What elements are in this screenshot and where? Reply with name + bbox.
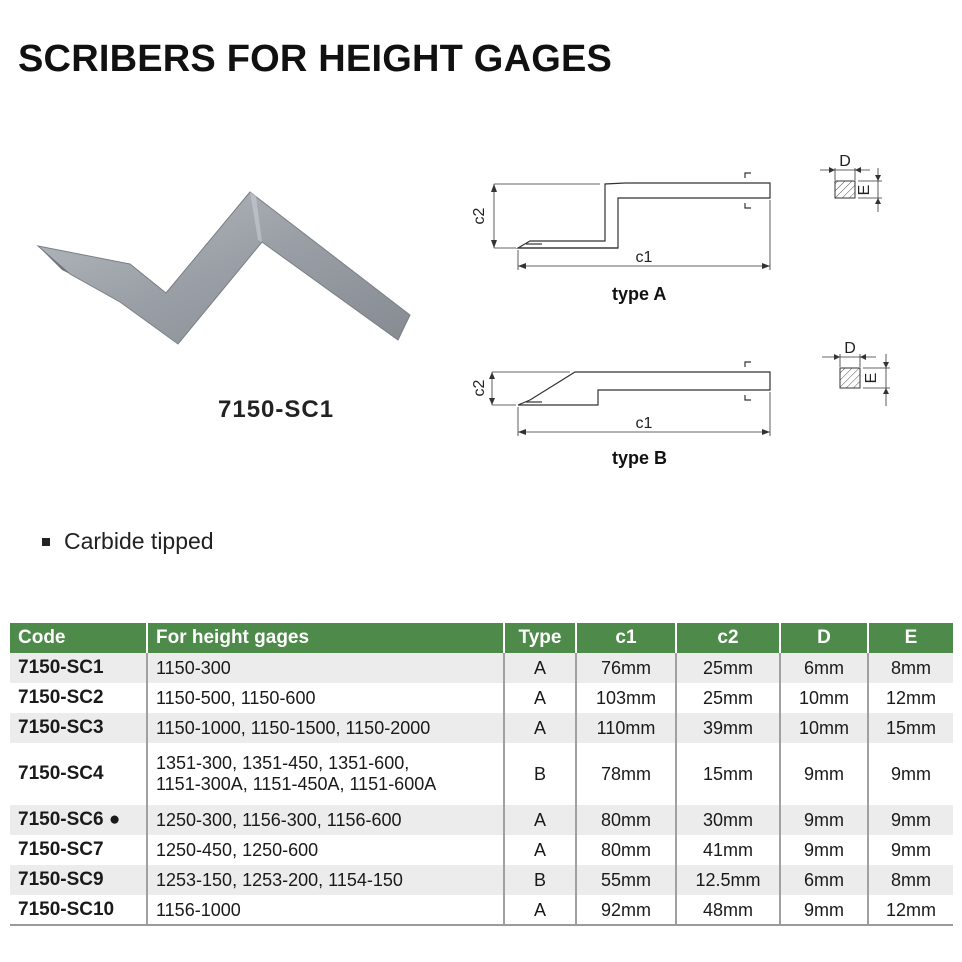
c1-cell: 76mm xyxy=(576,653,676,683)
c2-cell: 25mm xyxy=(676,653,780,683)
page-title: SCRIBERS FOR HEIGHT GAGES xyxy=(18,38,613,80)
code-cell: 7150-SC2 xyxy=(10,683,147,713)
type-b-cross-section xyxy=(812,330,902,410)
gages-cell: 1156-1000 xyxy=(147,895,504,925)
code-cell: 7150-SC7 xyxy=(10,835,147,865)
code-cell: 7150-SC1 xyxy=(10,653,147,683)
gages-cell: 1253-150, 1253-200, 1154-150 xyxy=(147,865,504,895)
column-header-code: Code xyxy=(10,623,147,653)
gages-cell: 1150-1000, 1150-1500, 1150-2000 xyxy=(147,713,504,743)
column-header-c1: c1 xyxy=(576,623,676,653)
bullet-icon xyxy=(42,538,50,546)
d-cell: 9mm xyxy=(780,835,868,865)
gages-cell: 1250-300, 1156-300, 1156-600 xyxy=(147,805,504,835)
feature-note xyxy=(42,528,214,555)
type-cell: A xyxy=(504,805,576,835)
e-dimension-label: E xyxy=(863,372,880,384)
c1-cell: 78mm xyxy=(576,743,676,805)
specs-table xyxy=(10,623,953,925)
type-cell: A xyxy=(504,683,576,713)
c1-cell: 55mm xyxy=(576,865,676,895)
table-row xyxy=(10,865,953,895)
e-cell: 9mm xyxy=(891,763,931,784)
gages-line: 1151-300A, 1151-450A, 1151-600A xyxy=(156,774,437,794)
e-cell: 8mm xyxy=(868,653,953,683)
c2-dimension-label: c2 xyxy=(471,379,488,397)
table-row xyxy=(10,683,953,713)
scriber-product-image xyxy=(30,180,420,350)
c1-dimension-label: c1 xyxy=(635,415,653,432)
d-cell: 6mm xyxy=(780,865,868,895)
type-cell: B xyxy=(504,865,576,895)
code-cell: 7150-SC9 xyxy=(10,865,147,895)
code-cell: 7150-SC4 xyxy=(10,743,147,805)
d-cell: 9mm xyxy=(780,743,868,805)
gages-cell xyxy=(147,743,504,805)
e-cell: 12mm xyxy=(885,899,936,920)
table-header-row xyxy=(10,623,953,653)
type-cell: A xyxy=(504,713,576,743)
product-code-label: 7150-SC1 xyxy=(218,396,335,423)
table-row xyxy=(10,713,953,743)
c2-cell: 12.5mm xyxy=(676,865,780,895)
d-cell: 9mm xyxy=(780,895,868,925)
type-a-label: type A xyxy=(612,284,667,304)
c1-cell: 110mm xyxy=(576,713,676,743)
code-cell: 7150-SC6 ● xyxy=(10,805,147,835)
table-row xyxy=(10,835,953,865)
column-header-e: E xyxy=(868,623,953,653)
c1-dimension-label: c1 xyxy=(635,249,653,266)
c2-cell: 25mm xyxy=(676,683,780,713)
c2-cell: 39mm xyxy=(676,713,780,743)
c1-cell: 80mm xyxy=(576,835,676,865)
e-cell: 8mm xyxy=(868,865,953,895)
d-dimension-label: D xyxy=(839,153,851,170)
gages-cell: 1250-450, 1250-600 xyxy=(147,835,504,865)
c1-cell: 92mm xyxy=(576,895,676,925)
type-cell: A xyxy=(504,895,576,925)
type-a-cross-section xyxy=(812,150,892,220)
c2-cell: 41mm xyxy=(676,835,780,865)
c2-cell: 30mm xyxy=(676,805,780,835)
column-header-gages: For height gages xyxy=(147,623,504,653)
e-cell: 15mm xyxy=(868,713,953,743)
d-dimension-label: D xyxy=(844,340,856,357)
type-cell: A xyxy=(504,653,576,683)
table-row xyxy=(10,743,953,805)
d-cell: 10mm xyxy=(780,683,868,713)
c1-cell: 103mm xyxy=(576,683,676,713)
table-row xyxy=(10,805,953,835)
table-row xyxy=(10,653,953,683)
c2-dimension-label: c2 xyxy=(471,207,488,225)
column-header-d: D xyxy=(780,623,868,653)
d-cell: 6mm xyxy=(780,653,868,683)
type-b-label: type B xyxy=(612,448,668,468)
e-cell: 9mm xyxy=(891,839,931,860)
e-cell: 12mm xyxy=(885,687,936,708)
gages-cell: 1150-300 xyxy=(147,653,504,683)
column-header-c2: c2 xyxy=(676,623,780,653)
c2-cell: 15mm xyxy=(676,743,780,805)
code-cell: 7150-SC10 xyxy=(10,895,147,925)
gages-cell: 1150-500, 1150-600 xyxy=(147,683,504,713)
type-cell: A xyxy=(504,835,576,865)
gages-line: 1351-300, 1351-450, 1351-600, xyxy=(156,753,410,773)
type-cell: B xyxy=(504,743,576,805)
d-cell: 9mm xyxy=(780,805,868,835)
d-cell: 10mm xyxy=(780,713,868,743)
e-cell: 9mm xyxy=(868,805,953,835)
table-bottom-rule xyxy=(10,924,953,926)
e-dimension-label: E xyxy=(856,184,873,196)
table-row xyxy=(10,895,953,925)
column-header-type: Type xyxy=(504,623,576,653)
c1-cell: 80mm xyxy=(576,805,676,835)
feature-note-text: Carbide tipped xyxy=(64,528,214,554)
c2-cell: 48mm xyxy=(676,895,780,925)
code-cell: 7150-SC3 xyxy=(10,713,147,743)
